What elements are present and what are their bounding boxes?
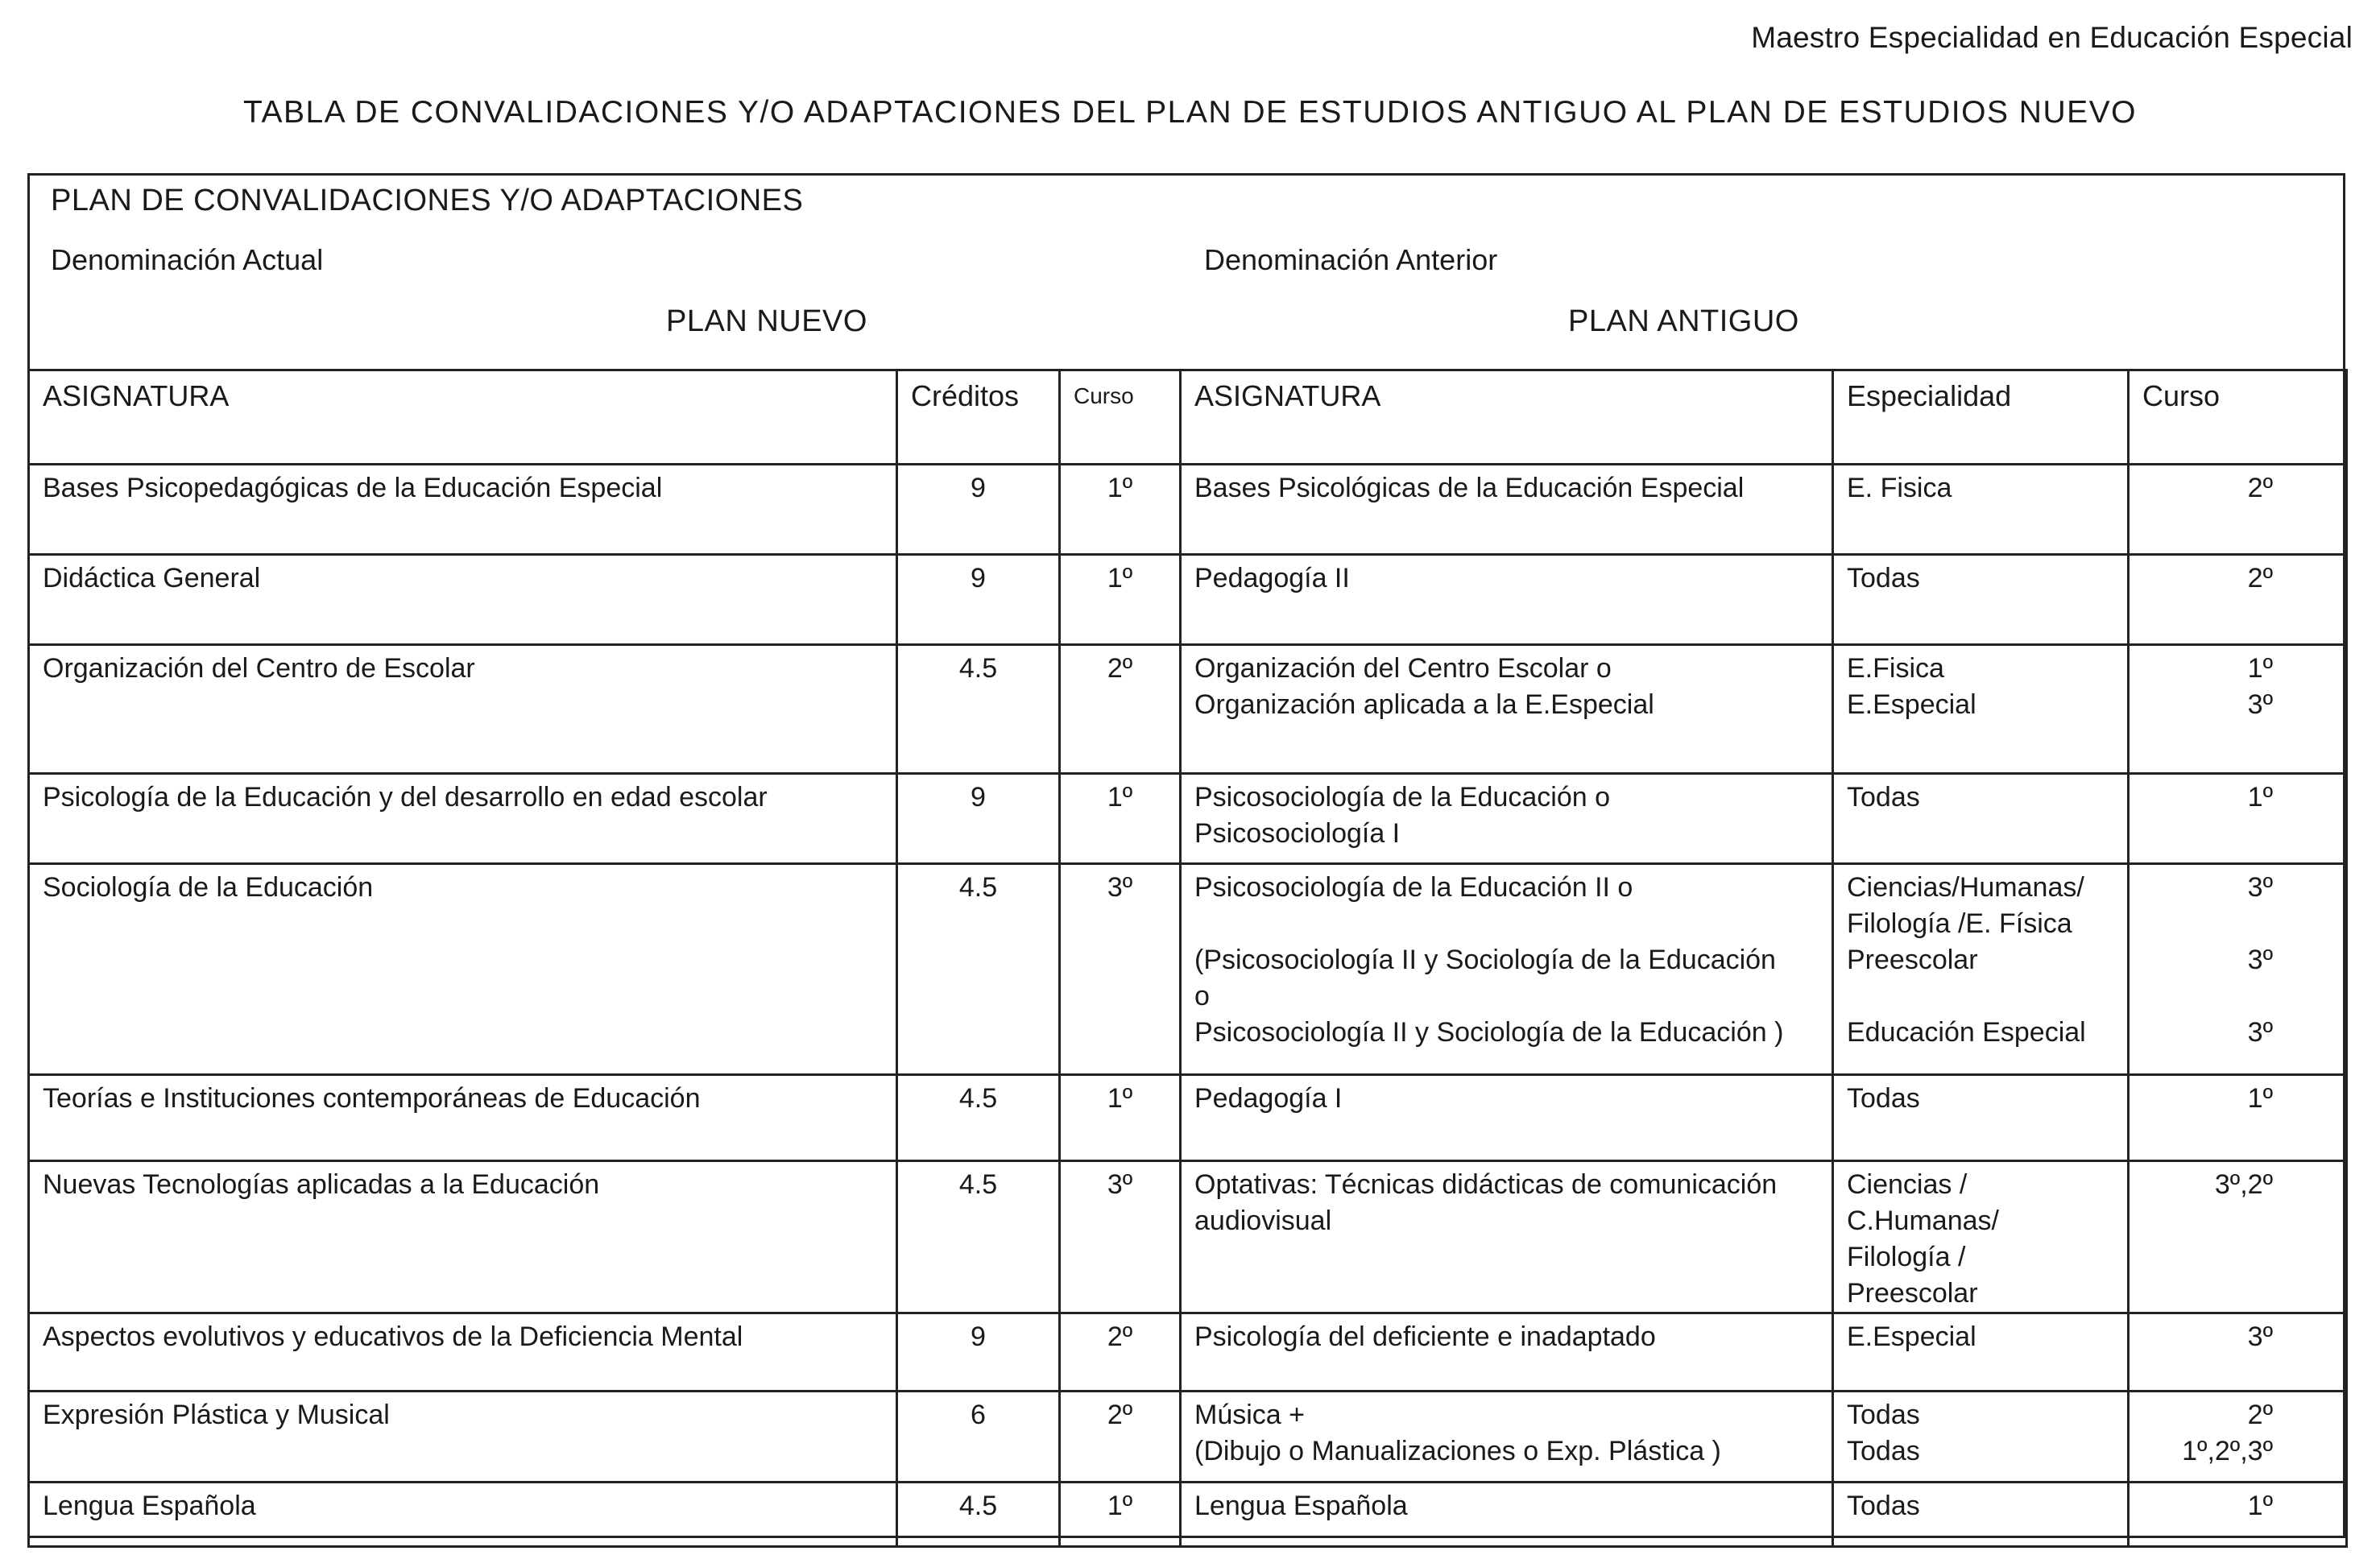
cell-curso-old [2129, 1075, 2347, 1161]
convalidation-frame [27, 173, 2345, 1538]
table-header-row [29, 370, 2347, 465]
cell-line: E. Fisica [1847, 473, 1952, 503]
cell-line: Educación Especial [1847, 1017, 2086, 1048]
table-row [29, 1161, 2347, 1313]
cell-curso-new: 1º [1060, 555, 1181, 645]
cell-curso-old [2129, 555, 2347, 645]
cell-asignatura-old [1181, 645, 1833, 774]
cell-line: 1º [2247, 1491, 2273, 1521]
cell-line: Ciencias / [1847, 1169, 1968, 1200]
cell-line: 1º,2º,3º [2182, 1436, 2273, 1466]
cell-line: E.Fisica [1847, 653, 1944, 684]
col-header-asignatura-new: ASIGNATURA [29, 370, 897, 465]
cell-asignatura-new: Organización del Centro de Escolar [29, 645, 897, 774]
cell-curso-new: 1º [1060, 465, 1181, 555]
cell-asignatura-new: Nuevas Tecnologías aplicadas a la Educación [29, 1161, 897, 1313]
cell-curso-new: 1º [1060, 1075, 1181, 1161]
plan-nuevo-label: PLAN NUEVO [666, 304, 867, 338]
cell-line: Psicosociología II y Sociología de la Educación ) [1194, 1017, 1784, 1048]
cell-curso-old [2129, 1483, 2347, 1547]
cell-asignatura-old [1181, 1392, 1833, 1483]
table-row [29, 1313, 2347, 1392]
cell-curso-new: 1º [1060, 774, 1181, 864]
cell-line: audiovisual [1194, 1206, 1332, 1236]
cell-curso-old [2129, 645, 2347, 774]
cell-especialidad [1833, 774, 2129, 864]
frame-header [30, 176, 2343, 369]
table-row [29, 1075, 2347, 1161]
cell-line: 2º [2247, 563, 2273, 593]
cell-asignatura-old [1181, 774, 1833, 864]
cell-creditos: 6 [897, 1392, 1060, 1483]
cell-especialidad [1833, 1313, 2129, 1392]
table-row [29, 1483, 2347, 1547]
cell-line: Música + [1194, 1400, 1305, 1430]
cell-line: o [1194, 981, 1210, 1011]
cell-curso-old [2129, 1313, 2347, 1392]
document-title: TABLA DE CONVALIDACIONES Y/O ADAPTACIONES DEL PLAN DE ESTUDIOS ANTIGUO AL PLAN DE ESTUDIOS NUEVO [243, 95, 2137, 130]
cell-asignatura-new: Bases Psicopedagógicas de la Educación Especial [29, 465, 897, 555]
cell-creditos: 4.5 [897, 645, 1060, 774]
table-body [29, 465, 2347, 1547]
cell-curso-new: 2º [1060, 1313, 1181, 1392]
cell-line: Filología / [1847, 1242, 1966, 1272]
plan-antiguo-label: PLAN ANTIGUO [1568, 304, 1799, 338]
cell-curso-old [2129, 1392, 2347, 1483]
cell-creditos: 9 [897, 555, 1060, 645]
cell-asignatura-new: Lengua Española [29, 1483, 897, 1547]
col-header-creditos: Créditos [897, 370, 1060, 465]
cell-curso-new: 2º [1060, 645, 1181, 774]
cell-line: 2º [2247, 1400, 2273, 1430]
cell-line: Organización aplicada a la E.Especial [1194, 689, 1654, 720]
table-row [29, 864, 2347, 1075]
cell-line [1847, 978, 2117, 1015]
col-header-asignatura-old: ASIGNATURA [1181, 370, 1833, 465]
cell-line: Preescolar [1847, 945, 1978, 975]
cell-especialidad [1833, 864, 2129, 1075]
table-row [29, 555, 2347, 645]
convalidation-table [27, 369, 2348, 1548]
cell-curso-old [2129, 1161, 2347, 1313]
cell-asignatura-new: Psicología de la Educación y del desarrollo en edad escolar [29, 774, 897, 864]
cell-line: Psicosociología I [1194, 818, 1401, 849]
cell-line: Todas [1847, 1436, 1920, 1466]
document-caption: Maestro Especialidad en Educación Especial [1751, 21, 2353, 54]
cell-line: Ciencias/Humanas/ [1847, 872, 2084, 903]
cell-creditos: 4.5 [897, 864, 1060, 1075]
cell-line: Psicología del deficiente e inadaptado [1194, 1321, 1656, 1352]
cell-especialidad [1833, 1483, 2129, 1547]
cell-asignatura-new: Sociología de la Educación [29, 864, 897, 1075]
cell-especialidad [1833, 555, 2129, 645]
cell-line: 1º [2247, 782, 2273, 813]
cell-curso-new: 3º [1060, 864, 1181, 1075]
cell-line: 3º [2247, 1017, 2273, 1048]
cell-line: Filología /E. Física [1847, 908, 2072, 939]
cell-line: C.Humanas/ [1847, 1206, 1999, 1236]
plan-title: PLAN DE CONVALIDACIONES Y/O ADAPTACIONES [51, 184, 804, 217]
cell-line: E.Especial [1847, 1321, 1976, 1352]
cell-line: 3º [2247, 689, 2273, 720]
cell-asignatura-new: Aspectos evolutivos y educativos de la Deficiencia Mental [29, 1313, 897, 1392]
cell-especialidad [1833, 1075, 2129, 1161]
cell-creditos: 4.5 [897, 1075, 1060, 1161]
cell-creditos: 9 [897, 1313, 1060, 1392]
cell-curso-old [2129, 465, 2347, 555]
cell-line: Preescolar [1847, 1278, 1978, 1309]
denominacion-anterior-label: Denominación Anterior [1204, 243, 1498, 276]
cell-line: 2º [2247, 473, 2273, 503]
cell-asignatura-new: Teorías e Instituciones contemporáneas de Educación [29, 1075, 897, 1161]
cell-line: Pedagogía I [1194, 1083, 1343, 1114]
table-row [29, 774, 2347, 864]
cell-creditos: 4.5 [897, 1161, 1060, 1313]
cell-line: Psicosociología de la Educación o [1194, 782, 1610, 813]
cell-line: 3º [2247, 872, 2273, 903]
cell-line: Todas [1847, 1491, 1920, 1521]
cell-asignatura-old [1181, 465, 1833, 555]
col-header-especialidad: Especialidad [1833, 370, 2129, 465]
cell-line: 3º,2º [2214, 1169, 2273, 1200]
cell-line: 3º [2247, 1321, 2273, 1352]
cell-line: E.Especial [1847, 689, 1976, 720]
cell-creditos: 9 [897, 774, 1060, 864]
cell-creditos: 4.5 [897, 1483, 1060, 1547]
cell-asignatura-new: Didáctica General [29, 555, 897, 645]
cell-curso-old [2129, 864, 2347, 1075]
cell-line: (Psicosociología II y Sociología de la Educación [1194, 945, 1776, 975]
table-row [29, 645, 2347, 774]
cell-line: Psicosociología de la Educación II o [1194, 872, 1633, 903]
cell-asignatura-old [1181, 1075, 1833, 1161]
cell-line: Todas [1847, 1083, 1920, 1114]
cell-asignatura-new: Expresión Plástica y Musical [29, 1392, 897, 1483]
cell-line: Todas [1847, 1400, 1920, 1430]
cell-line [1194, 906, 1822, 942]
cell-creditos: 9 [897, 465, 1060, 555]
cell-line: Todas [1847, 782, 1920, 813]
cell-line: Bases Psicológicas de la Educación Especial [1194, 473, 1745, 503]
cell-asignatura-old [1181, 1161, 1833, 1313]
denominacion-actual-label: Denominación Actual [51, 243, 324, 276]
cell-asignatura-old [1181, 864, 1833, 1075]
cell-asignatura-old [1181, 1483, 1833, 1547]
cell-line: Todas [1847, 563, 1920, 593]
cell-curso-old [2129, 774, 2347, 864]
cell-line: Organización del Centro Escolar o [1194, 653, 1612, 684]
col-header-curso-old: Curso [2129, 370, 2347, 465]
cell-asignatura-old [1181, 555, 1833, 645]
cell-line: 3º [2247, 945, 2273, 975]
cell-line: Lengua Española [1194, 1491, 1408, 1521]
cell-especialidad [1833, 1392, 2129, 1483]
cell-line: 1º [2247, 1083, 2273, 1114]
cell-line: Pedagogía II [1194, 563, 1350, 593]
table-row [29, 1392, 2347, 1483]
cell-line [2142, 978, 2273, 1015]
cell-asignatura-old [1181, 1313, 1833, 1392]
cell-curso-new: 2º [1060, 1392, 1181, 1483]
cell-line [2142, 906, 2273, 942]
col-header-curso-new: Curso [1060, 370, 1181, 465]
cell-line: (Dibujo o Manualizaciones o Exp. Plástica ) [1194, 1436, 1721, 1466]
cell-especialidad [1833, 645, 2129, 774]
cell-line: 1º [2247, 653, 2273, 684]
cell-especialidad [1833, 1161, 2129, 1313]
cell-curso-new: 1º [1060, 1483, 1181, 1547]
cell-curso-new: 3º [1060, 1161, 1181, 1313]
cell-especialidad [1833, 465, 2129, 555]
table-row [29, 465, 2347, 555]
cell-line: Optativas: Técnicas didácticas de comunicación [1194, 1169, 1778, 1200]
